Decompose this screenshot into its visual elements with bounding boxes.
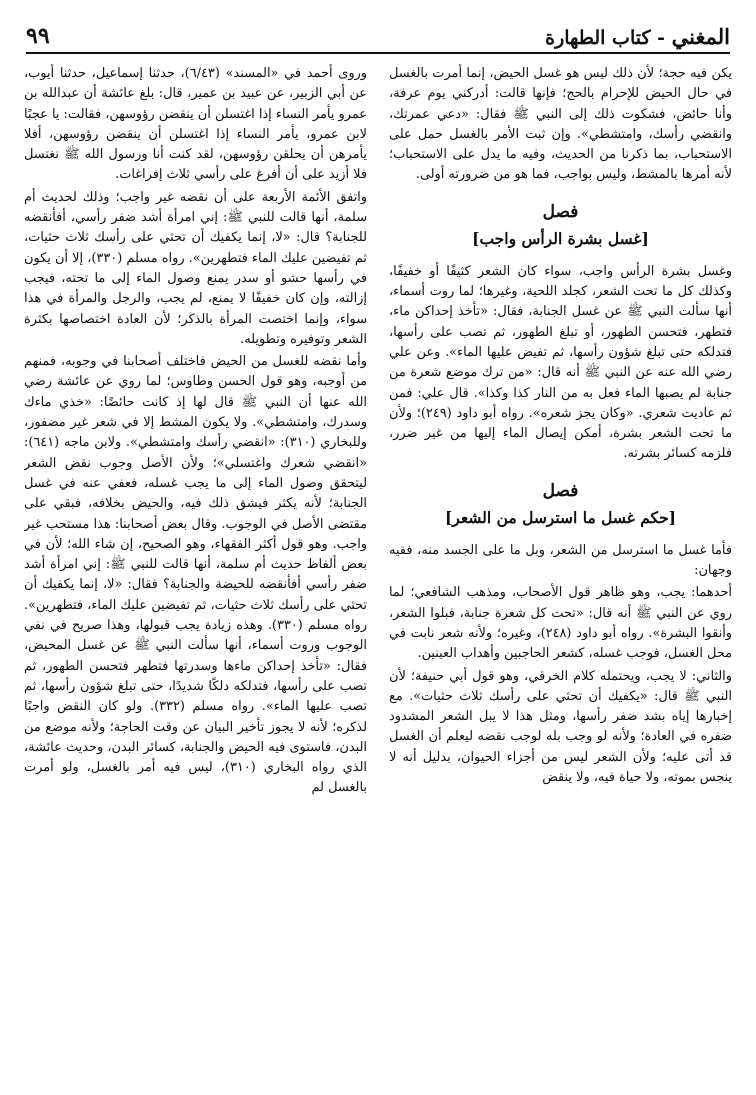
paragraph: أحدهما: يجب، وهو ظاهر قول الأصحاب، ومذهب الشافعي؛ لما روي عن النبي ﷺ أنه قال: «تحت كل شعرة جنابة، فبلوا الشعر، وأنقوا البشرة». رواه أبو داود (٢٤٨)، وغيره؛ ولأنه شعر نابت في محل الغسل، فوجب غسله، كشعر الحاجبين وأهداب العينين. (389, 585, 732, 662)
left-column (389, 64, 732, 1089)
running-header (26, 18, 730, 54)
section-subheading: [غسل بشرة الرأس واجب] (472, 228, 649, 248)
title-separator: - (650, 27, 672, 49)
page-number: ٩٩ (26, 23, 50, 49)
section-subheading: [حكم غسل ما استرسل من الشعر] (444, 507, 677, 527)
paragraph: والثاني: لا يجب، ويحتمله كلام الخرقي، وهو قول أبي حنيفة؛ لأن النبي ﷺ قال: «يكفيك أن تحثي على رأسك ثلاث حثيات». مع إخبارها إياه بشد ضفر رأسها، ومثل هذا لا يبل الشعر المشدود ضفره في العادة؛ ولأنه لو وجب بله لوجب نقضه ليعلم أن الغسل قد أتى عليه؛ ولأن الشعر ليس من أجزاء الحيوان، بدليل أنه لا ينجس بموته، ولا حياة فيه، ولا ينقض (389, 668, 732, 786)
chapter-title: كتاب الطهارة (545, 27, 651, 49)
paragraph: فأما غسل ما استرسل من الشعر، وبل ما على الجسد منه، ففيه وجهان: (389, 542, 732, 579)
paragraph: واتفق الأئمة الأربعة على أن نقضه غير واجب؛ وذلك لحديث أم سلمة، أنها قالت للنبي ﷺ: إني امرأة أشد ضفر رأسي، أفأنقضه للجنابة؟ قال: «لا، إنما يكفيك أن تحثي على رأسك ثلاث حثيات، ثم تفيضين عليك الماء فتطهرين». رواه مسلم (٣٣٠)، إلا أن يكون في رأسها حشو أو سدر يمنع وصول الماء إلى ما تحته، فيجب إزالته، وإن كان خفيفًا لا يمنع، لم يجب، والرجل والمرأة في هذا سواء، وإنما اختصت المرأة بالذكر؛ لأن العادة اختصاصها بكثرة الشعر وتوفيره وتطويله. (24, 189, 367, 347)
section-heading: فصل (542, 480, 579, 501)
running-title (545, 24, 730, 52)
paragraph: يكن فيه حجة؛ لأن ذلك ليس هو غسل الحيض، إنما أمرت بالغسل في حال الحيض للإحرام بالحج؛ فإنها قالت: أدركني يوم عرفة، وأنا حائض، فشكوت ذلك إلى النبي ﷺ فقال: «دعي عمرتك، وانقضي رأسك، وامتشطي». وإن ثبت الأمر بالغسل حمل على الاستحباب، بما ذكرنا من الحديث، وفيه ما يدل على الاستحباب؛ لأنه أمرها بالمشط، وليس بواجب، فما هو من ضرورته أولى. (389, 66, 732, 183)
paragraph: وغسل بشرة الرأس واجب، سواء كان الشعر كثيفًا أو خفيفًا، وكذلك كل ما تحت الشعر، كجلد اللحية، وغيرها؛ لما روت أسماء، أنها سألت النبي ﷺ عن غسل الجنابة، فقال: «تأخذ إحداكن ماء، فتطهر، فتحسن الطهور، أو تبلغ الطهور، ثم تصب على رأسها، فتدلكه حتى تبلغ شؤون رأسها، ثم تفيض عليها الماء». وعن علي رضي الله عنه عن النبي ﷺ أنه قال: «من ترك موضع شعرة من جنابة لم يصبها الماء فعل به من النار كذا وكذا». قال علي: فمن ثم عاديت شعري. «وكان يجز شعره». رواه أبو داود (٢٤٩)؛ ولأن ما تحت الشعر بشرة، أمكن إيصال الماء إليها من غير ضرر، فلزمه كسائر بشرته. (389, 263, 732, 462)
book-title: المغني (671, 24, 730, 49)
right-column (24, 64, 367, 1089)
section-heading: فصل (542, 201, 579, 222)
paragraph: وروى أحمد في «المسند» (٦/٤٣)، حدثنا إسماعيل، حدثنا أيوب، عن أبي الزبير، عن عبيد بن عمير، قال: بلغ عائشة أن عبدالله بن عمرو يأمر النساء إذا اغتسلن أن ينقضن رؤوسهن، فقالت: يا عجبًا لابن عمرو، يأمر النساء إذا اغتسلن أن ينقضن رؤوسهن، أفلا يأمرهن أن يحلقن رؤوسهن، لقد كنت أنا ورسول الله ﷺ نغتسل فلا أزيد على أن أفرغ على رأسي ثلاث إفراغات. (24, 66, 367, 183)
paragraph: وأما نقضه للغسل من الحيض فاختلف أصحابنا في وجوبه، فمنهم من أوجبه، وهو قول الحسن وطاوس؛ لما روي عن عائشة رضي الله عنها أن النبي ﷺ قال لها إذ كانت حائضًا: «خذي ماءك وسدرك، وامتشطي». ولا يكون المشط إلا في شعر غير مضفور، وللبخاري (٣١٠): «انقضي رأسك وامتشطي». ولابن ماجه (٦٤١): «انقضي شعرك واغتسلي»؛ ولأن الأصل وجوب نقض الشعر ليتحقق وصول الماء إلى ما يجب غسله، فعفي عنه في غسل الجنابة؛ لأنه يكثر فيشق ذلك فيه، والحيض بخلافه، فبقي على مقتضى الأصل في الوجوب. وقال بعض أصحابنا: هذا مستحب غير واجب. وهو قول أكثر الفقهاء، وهو الصحيح، إن شاء الله؛ لأن في بعض ألفاظ حديث أم سلمة، أنها قالت للنبي ﷺ: إني امرأة أشد ضفر رأسي أفأنقضه للحيضة والجنابة؟ فقال: «لا، إنما يكفيك أن تحثي على رأسك ثلاث حثيات، ثم تفيضين عليك الماء، فتطهرين». رواه مسلم (٣٣٠). وهذه زيادة يجب قبولها، وهذا صريح في نفي الوجوب وروت أسماء، أنها سألت النبي ﷺ عن غسل المحيض، فقال: «تأخذ إحداكن ماءها وسدرتها فتطهر فتحسن الطهور، ثم تصب على رأسها، فتدلكه دلكًا شديدًا، حتى تبلغ شؤون رأسها، ثم تصب عليها الماء». رواه مسلم (٣٣٢). ولو كان النقض واجبًا لذكره؛ لأنه لا يجوز تأخير البيان عن وقت الحاجة؛ ولأنه موضع من البدن، فاستوى فيه الحيض والجنابة، كسائر البدن، وحديث عائشة، الذي رواه البخاري (٣١٠)، ليس فيه أمر بالغسل، ولو أمرت بالغسل لم (24, 354, 367, 796)
text-columns (24, 64, 732, 1089)
